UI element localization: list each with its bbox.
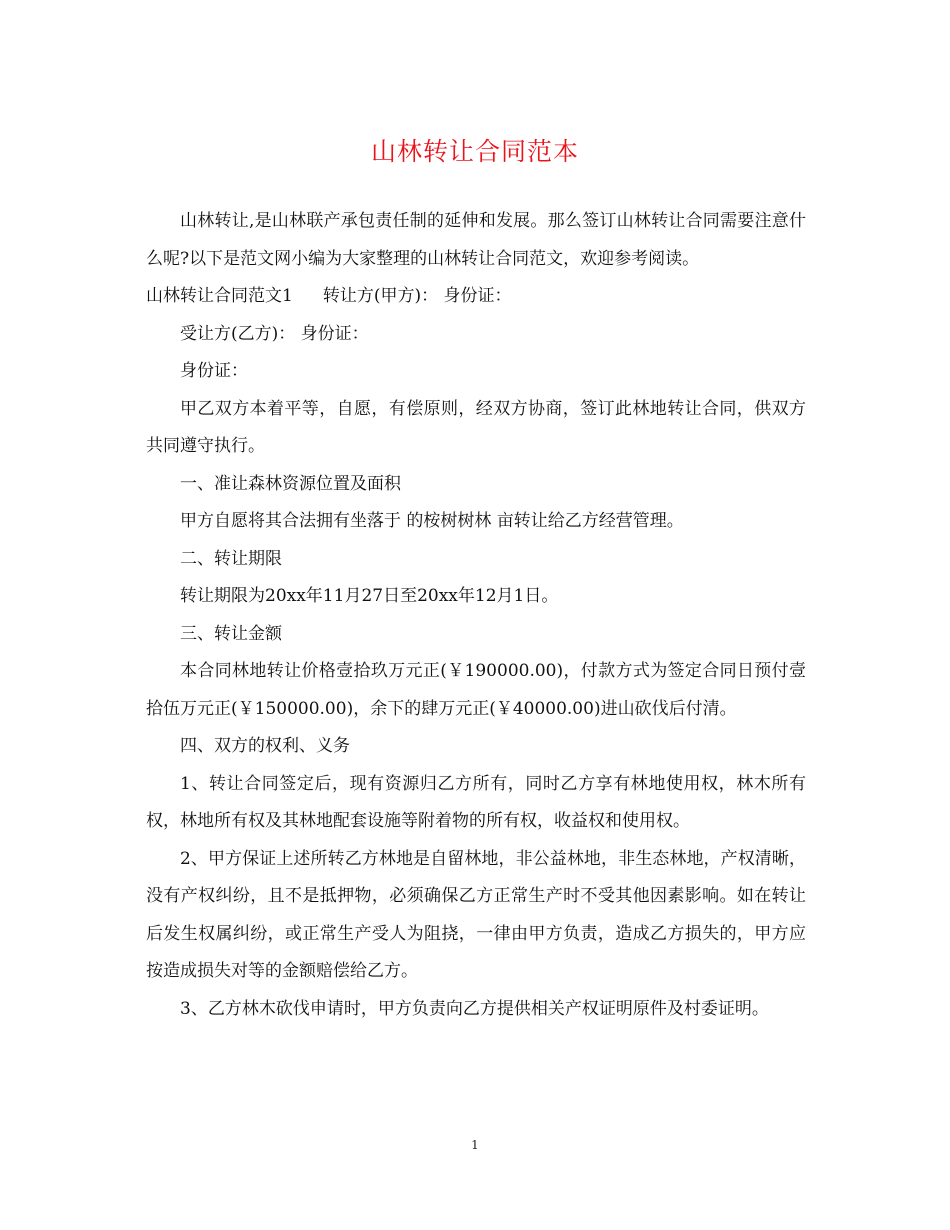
intro-paragraph: 山林转让,是山林联产承包责任制的延伸和发展。那么签订山林转让合同需要注意什么呢?以下是范文网小编为大家整理的山林转让合同范文，欢迎参考阅读。 (146, 211, 806, 269)
transferor-line: 转让方(甲方)： 身份证： (322, 286, 512, 306)
clause-3: 3、乙方林木砍伐申请时，甲方负责向乙方提供相关产权证明原件及村委证明。 (180, 998, 769, 1019)
sample-heading-line (146, 278, 806, 316)
document-title: 山林转让合同范本 (370, 137, 579, 166)
section-3-text: 本合同林地转让价格壹拾玖万元正(￥190000.00)，付款方式为签定合同日预付壹拾伍万元正(￥150000.00)，余下的肆万元正(￥40000.00)进山砍伐后付清。 (146, 661, 806, 719)
clause-2: 2、甲方保证上述所转乙方林地是自留林地，非公益林地，非生态林地，产权清晰，没有产权纠纷，且不是抵押物，必须确保乙方正常生产时不受其他因素影响。如在转让后发生权属纠纷，或正常生产受人为阻挠，一律由甲方负责，造成乙方损失的，甲方应按造成损失对等的金额赔偿给乙方。 (146, 848, 806, 981)
section-heading-4: 四、双方的权利、义务 (180, 736, 350, 756)
sample-heading: 山林转让合同范文1 (146, 286, 293, 306)
agreement-paragraph: 甲乙双方本着平等，自愿，有偿原则，经双方协商，签订此林地转让合同，供双方共同遵守执行。 (146, 398, 806, 456)
document-body (146, 203, 806, 1028)
section-heading-1: 一、准让森林资源位置及面积 (180, 473, 401, 494)
page-number: 1 (471, 1138, 479, 1152)
section-1-text: 甲方自愿将其合法拥有坐落于 的桉树树林 亩转让给乙方经营管理。 (180, 511, 684, 531)
id-line: 身份证： (180, 361, 248, 381)
section-heading-2: 二、转让期限 (180, 548, 282, 569)
transferee-line: 受让方(乙方)： 身份证： (180, 323, 369, 344)
section-heading-3: 三、转让金额 (180, 623, 282, 644)
clause-1: 1、转让合同签定后，现有资源归乙方所有，同时乙方享有林地使用权，林木所有权，林地所有权及其林地配套设施等附着物的所有权，收益权和使用权。 (146, 773, 806, 831)
section-2-text: 转让期限为20xx年11月27日至20xx年12月1日。 (180, 586, 559, 606)
